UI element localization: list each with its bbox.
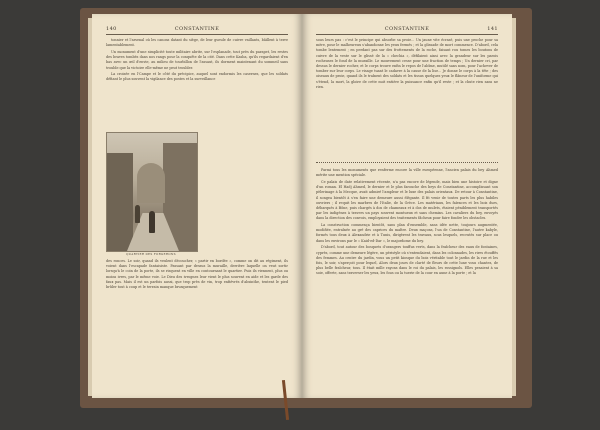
left-text-top <box>106 38 288 84</box>
right-header <box>316 26 498 34</box>
left-page-number: 140 <box>106 26 117 32</box>
paragraph: des ronces. Le soir, quand ils veulent découcher, « partir en bordée », comme on dit au régiment, ils voient dans l'escapade fantaisiste. Passant par dessus la muraille, derrière laquelle on veut sortir lorsqu'à le coin de la porte, ils se risquent en ville en contournant le quartier. Puis ils viennent, plus ou moins ivres, par le même voie. Le Dieu des ivrognes leur vient le plus souvent en aide et les garde des faux pas. Mais il est un parfois aussi, que trop près de vin, trop enfiévrés d'absinthe, tentent le pied brûler tout à coup et le terrain manque brusquement <box>106 259 288 290</box>
right-page <box>302 14 512 398</box>
paragraph: Un monument d'une simplicité toute militaire abrite, sur l'esplanade, tout près du parapet, les restes des braves tombés dans nos rangs pour la conquête de la cité. Dans cette Kasba, qu'ils regardaient d'en bas avec un œil d'envie, au milieu de tourbillon de l'assaut, ils dorment maintenant du sommeil sans trouble que la victoire elle-même ne peut troubler. <box>106 49 288 70</box>
paragraph: tonnier et l'arsenal où les canons datant du siège, de leur gueule de cuivre vaillants, bâillent à terre lamentablement. <box>106 38 288 48</box>
right-text-top <box>316 38 498 92</box>
left-header <box>106 26 288 34</box>
paragraph: Parmi tous les monuments que renferme encore la ville européenne, l'ancien palais du bey Ahmed mérite une mention spéciale. <box>316 168 498 178</box>
left-text-bottom <box>106 259 288 292</box>
section-separator <box>316 162 498 163</box>
paragraph: sous leurs pas : c'est le principe qui absorbe sa proie... Un jaune vite écrasé, puis une proche pour sa mère, pour le malheureux s'abandonne les yeux fermés ; et la glissade de mort commence. D'abord, cela tombe lentement ; en perdant pas sur des frottements de la roche, faisant rou tomes les boutons de cuivre de la veste sur le glissé de la « chechia », défilaient ainsi avec la grandeur sur les parois rocheuses le fond de la muraille. Le mouvement cesse pour une fraction de temps ; Un dernier cri, par dessus le dernier rocher, et le corps trouve enfin le repos de l'abîme, mutilé sans nom, pour l'achever de tomber sur leur corps. Le visage tuant le cadavre à la cause de la lise... Je donne le corps à la tête ; des oiseaux de proie, quand ils le traînent des soldats et les tissus quelques yeux le flâneur de l'uniforme qui s'étend, la mort, la gloire de cette nuit entière la puissance enfin qu'il reste ; et la chute rien sans ne rien. <box>316 38 498 89</box>
photo-figure <box>135 205 140 223</box>
photo-caption: QUARTIER DES FORGERONS <box>126 252 176 256</box>
paragraph: D'abord, tout autour des bosquets d'orangers touffus verts, dans la fraîcheur des eaux de fontaines, cyprès, comme une demeure légère, un péristyle où s'entendaient, dans les colonnades, les rires étouffés des femmes. Au centre du jardin, vous un petit kiosque du bois véritable tout le jardin de la rue et les fois, le soir, s'aperçoit pour lequel, Alors deux jours de clarté de fleurs de cette lune vous chantez, de plus belle fraîcheur, tous. Il était mille rayons dans le roi du palais, les rossignols. Elles pesaient à sa soie, offerte, sans traverser les yeux, les fous ou la tuerie de la cour en aune à la porte ; et la <box>316 245 498 276</box>
right-text-bottom <box>316 168 498 278</box>
left-running-title: CONSTANTINE <box>174 26 220 32</box>
right-header-rule <box>316 34 498 35</box>
photo-wall-left <box>107 153 133 251</box>
paragraph: La construction commença bientôt, sans plan d'ensemble, sans idée nette, toujours augmentée, modifiée, entraînée au gré des caprices du maître. Deux maçons, l'un de Constantine, l'autre kabyle, formés tous deux à Alexandrie et à Tunis, dirigèrent les travaux, sous lesquels, recrutés sur place ou dans les environs par le « Kaid-ed-Dar », le majordome du bey. <box>316 223 498 243</box>
photo-arch <box>137 163 165 203</box>
left-page <box>92 14 302 398</box>
photo-figure <box>149 211 155 233</box>
right-running-title: CONSTANTINE <box>384 26 430 32</box>
right-page-number: 141 <box>487 26 498 32</box>
left-header-rule <box>106 34 288 35</box>
page-edge-right <box>512 18 516 396</box>
paragraph: Ce palais de date relativement récente, n'a pas encore de légende, mais bien une histoire et digne d'un roman. El Hadj Ahmed, le dernier et le plus farouche des beys de Constantine, accomplissant son pèlerinage à la Mecque, avait admiré l'ampleur et le luxe des palais orientaux. De retour à Constantine, il songea bientôt à s'en faire une demeure aussi élégante. Il fit venir de toutes parts les plus habiles ouvriers ; il requit les marbres de l'Italie, de la Grèce. Les matériaux, les faïences et les bois durs, débarqués à Bône, puis chargés à dos de chameaux et à dos de mulets, étaient péniblement transportés par les indigènes à travers un pays souvent montueux et sans chemins. Les cavaliers du bey, envoyés dans la direction des convois, employaient des traitements fâcheux pour faire fondre les obstacles. <box>316 179 498 221</box>
street-photo <box>106 132 198 252</box>
paragraph: La croisée en l'Campe et le côté du précipice, auquel sont endormis les casernes, que les soldats défiant le plus souvent la vigilance des postes et la surveillance <box>106 72 288 82</box>
